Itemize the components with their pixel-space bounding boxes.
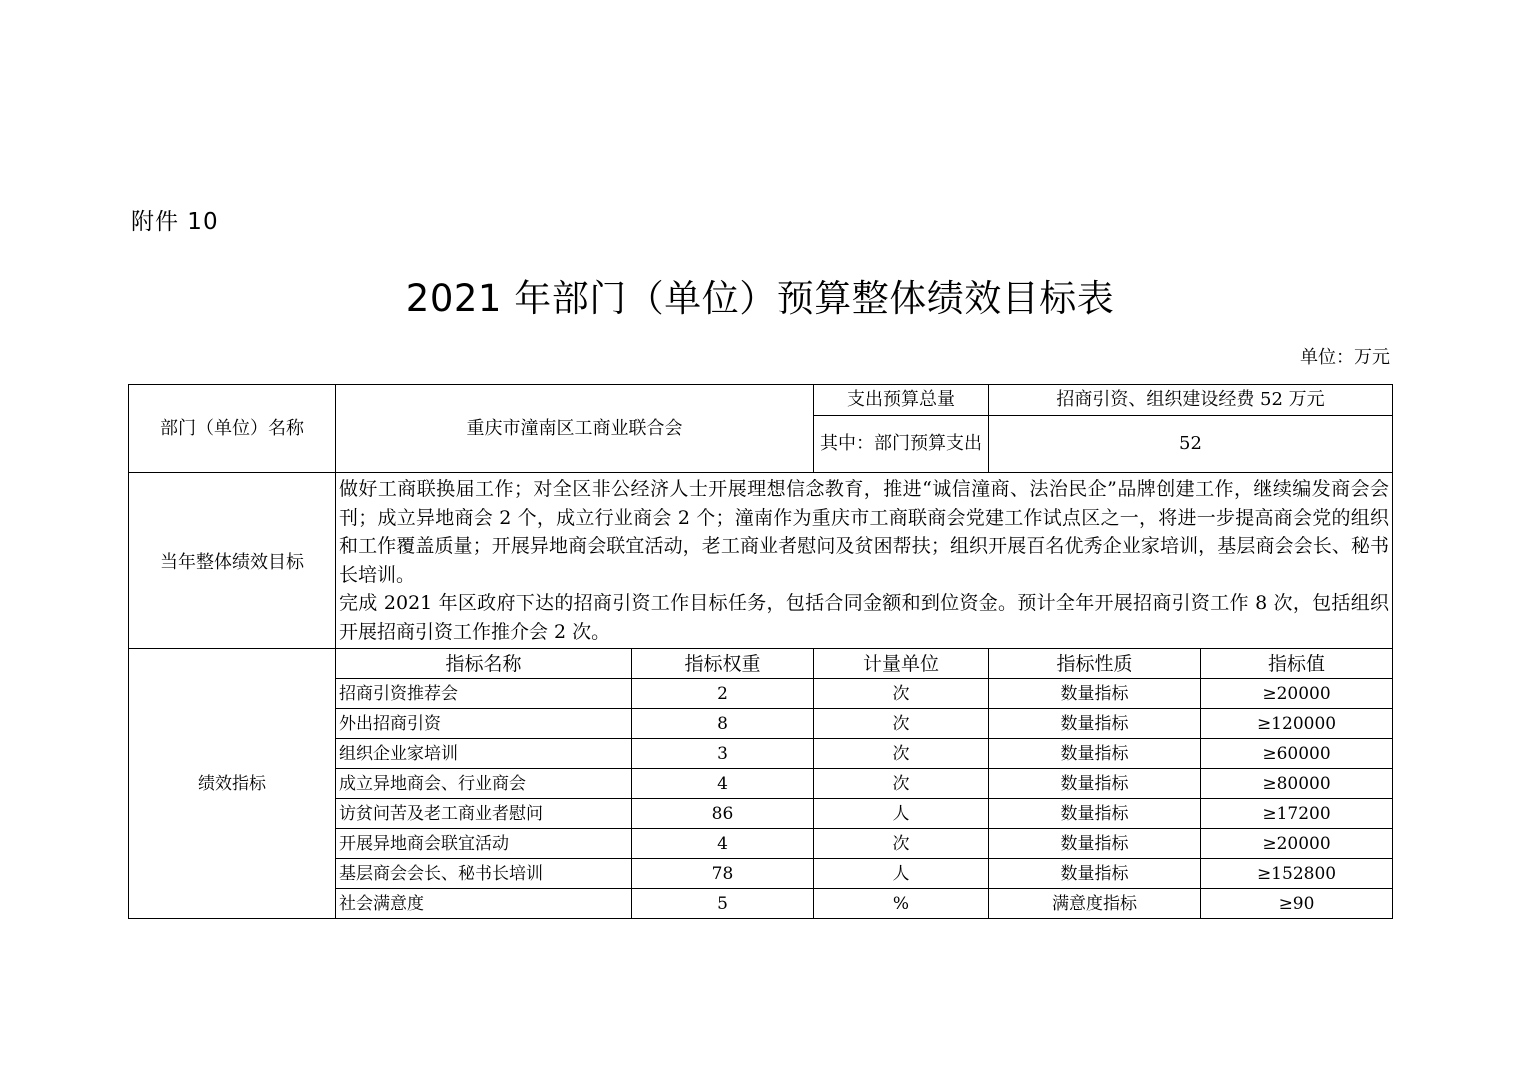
goal-text-cell xyxy=(336,473,1393,649)
indicator-name: 组织企业家培训 xyxy=(336,739,632,769)
indicator-weight: 2 xyxy=(632,679,814,709)
indicator-name: 基层商会会长、秘书长培训 xyxy=(336,859,632,889)
dept-name-cell: 重庆市潼南区工商业联合会 xyxy=(336,385,814,473)
indicator-unit: 次 xyxy=(814,709,989,739)
indicator-unit: % xyxy=(814,889,989,919)
indicator-weight: 5 xyxy=(632,889,814,919)
indicator-weight: 8 xyxy=(632,709,814,739)
indicator-unit: 人 xyxy=(814,859,989,889)
column-header: 指标权重 xyxy=(632,649,814,679)
indicator-value: ≥20000 xyxy=(1201,829,1393,859)
indicator-nature: 数量指标 xyxy=(989,709,1201,739)
indicator-name: 外出招商引资 xyxy=(336,709,632,739)
indicator-nature: 数量指标 xyxy=(989,769,1201,799)
goal-text-paragraph-2: 完成 2021 年区政府下达的招商引资工作目标任务，包括合同金额和到位资金。预计全年开展招商引资工作 8 次，包括组织开展招商引资工作推介会 2 次。 xyxy=(339,592,1390,643)
attachment-label: 附件 10 xyxy=(131,209,219,235)
indicator-nature: 满意度指标 xyxy=(989,889,1201,919)
indicator-name: 访贫问苦及老工商业者慰问 xyxy=(336,799,632,829)
column-header: 指标值 xyxy=(1201,649,1393,679)
indicator-weight: 4 xyxy=(632,769,814,799)
column-header: 指标性质 xyxy=(989,649,1201,679)
performance-target-table xyxy=(128,384,1393,919)
indicator-value: ≥120000 xyxy=(1201,709,1393,739)
indicator-value: ≥152800 xyxy=(1201,859,1393,889)
indicator-unit: 次 xyxy=(814,769,989,799)
column-header: 指标名称 xyxy=(336,649,632,679)
indicator-name: 开展异地商会联宜活动 xyxy=(336,829,632,859)
indicator-name: 社会满意度 xyxy=(336,889,632,919)
dept-label-cell: 部门（单位）名称 xyxy=(129,385,336,473)
budget-dept-value: 52 xyxy=(989,416,1393,473)
indicator-value: ≥80000 xyxy=(1201,769,1393,799)
indicator-unit: 次 xyxy=(814,829,989,859)
column-header: 计量单位 xyxy=(814,649,989,679)
indicator-value: ≥17200 xyxy=(1201,799,1393,829)
budget-total-value: 招商引资、组织建设经费 52 万元 xyxy=(989,385,1393,416)
indicator-value: ≥90 xyxy=(1201,889,1393,919)
indicator-weight: 3 xyxy=(632,739,814,769)
indicator-unit: 次 xyxy=(814,679,989,709)
indicator-nature: 数量指标 xyxy=(989,679,1201,709)
indicator-name: 招商引资推荐会 xyxy=(336,679,632,709)
indicators-label-cell: 绩效指标 xyxy=(129,649,336,919)
budget-total-label: 支出预算总量 xyxy=(814,385,989,416)
goal-text-paragraph-1: 做好工商联换届工作；对全区非公经济人士开展理想信念教育，推进“诚信潼商、法治民企”品牌创建工作，继续编发商会会刊；成立异地商会 2 个，成立行业商会 2 个；潼南作为重庆市工商联商会党建工作试点区之一，将进一步提高商会党的组织和工作覆盖质量；开展异地商会联宜活动，老工商业者慰问及贫困帮扶；组织开展百名优秀企业家培训，基层商会会长、秘书长培训。 xyxy=(339,478,1390,586)
indicator-nature: 数量指标 xyxy=(989,829,1201,859)
indicator-weight: 78 xyxy=(632,859,814,889)
indicator-value: ≥20000 xyxy=(1201,679,1393,709)
goal-label-cell: 当年整体绩效目标 xyxy=(129,473,336,649)
page-title: 2021 年部门（单位）预算整体绩效目标表 xyxy=(405,277,1115,320)
indicator-weight: 86 xyxy=(632,799,814,829)
budget-dept-label: 其中：部门预算支出 xyxy=(814,416,989,473)
indicator-nature: 数量指标 xyxy=(989,799,1201,829)
unit-label: 单位：万元 xyxy=(1300,347,1390,368)
indicator-nature: 数量指标 xyxy=(989,859,1201,889)
indicator-unit: 次 xyxy=(814,739,989,769)
indicator-weight: 4 xyxy=(632,829,814,859)
indicator-name: 成立异地商会、行业商会 xyxy=(336,769,632,799)
indicator-nature: 数量指标 xyxy=(989,739,1201,769)
indicator-value: ≥60000 xyxy=(1201,739,1393,769)
indicator-unit: 人 xyxy=(814,799,989,829)
